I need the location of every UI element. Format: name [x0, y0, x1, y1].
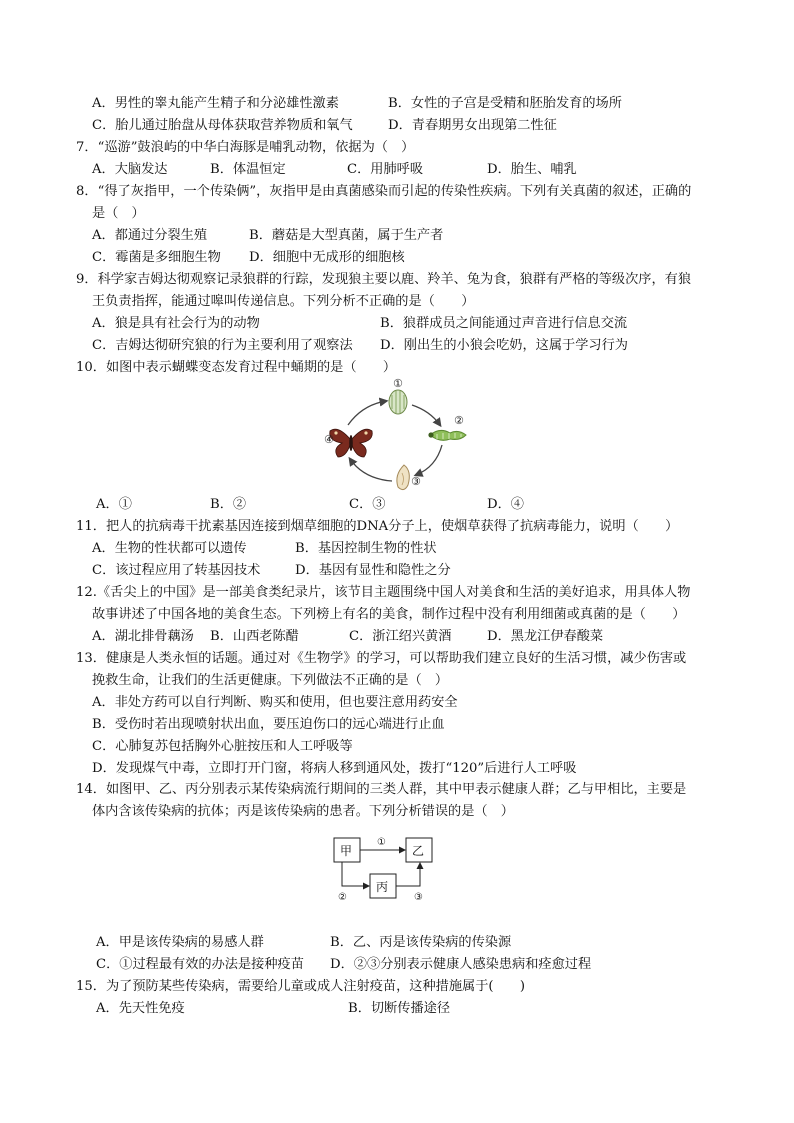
box-bing-label: 丙	[376, 880, 389, 894]
fig-label-2: ②	[454, 414, 464, 427]
q6-option-c: C．胎儿通过胎盘从母体获取营养物质和氧气	[92, 118, 353, 133]
q12-stem-line1: 12.《舌尖上的中国》是一部美食类纪录片，该节目主题围绕中国人对美食和生活的美好追求，用具体人物	[76, 585, 691, 600]
cycle-arrow-1-2	[412, 405, 440, 425]
q9-option-d: D．刚出生的小狼会吃奶，这属于学习行为	[380, 338, 628, 353]
box-yi-label: 乙	[412, 844, 425, 858]
q9-stem-line1: 9．科学家吉姆达彻观察记录狼群的行踪，发现狼主要以鹿、羚羊、兔为食，狼群有严格的等级次序，有狼	[76, 272, 692, 287]
q9-option-b: B．狼群成员之间能通过声音进行信息交流	[380, 316, 628, 331]
q14-option-d: D．②③分别表示健康人感染患病和痊愈过程	[330, 957, 592, 972]
box-jia-label: 甲	[340, 844, 353, 858]
q11-option-c: C．该过程应用了转基因技术	[92, 563, 261, 578]
q14-stem-line2: 体内含该传染病的抗体；丙是该传染病的患者。下列分析错误的是（ ）	[92, 804, 514, 819]
arrow-3-label: ③	[414, 892, 423, 903]
q8-option-a: A．都通过分裂生殖	[92, 228, 208, 243]
q7-stem: 7．“巡游”鼓浪屿的中华白海豚是哺乳动物，依据为（ ）	[76, 140, 415, 155]
q7-option-a: A．大脑发达	[92, 162, 168, 177]
q11-option-b: B．基因控制生物的性状	[295, 541, 437, 556]
q8-stem-line2: 是（ ）	[92, 206, 145, 221]
q11-option-a: A．生物的性状都可以遗传	[92, 541, 247, 556]
q13-option-d: D．发现煤气中毒，立即打开门窗，将病人移到通风处，拨打“120”后进行人工呼吸	[92, 761, 577, 776]
q6-option-b: B．女性的子宫是受精和胚胎发育的场所	[388, 96, 622, 111]
q14-option-c: C．①过程最有效的办法是接种疫苗	[96, 957, 304, 972]
q14-stem-line1: 14．如图甲、乙、丙分别表示某传染病流行期间的三类人群，其中甲表示健康人群；乙与甲相比，主要是	[76, 782, 687, 797]
q7-option-c: C．用肺呼吸	[347, 162, 424, 177]
cycle-arrow-2-3	[416, 445, 442, 475]
butterfly-icon	[330, 429, 373, 457]
arrow-2	[342, 862, 369, 886]
chrysalis-icon	[397, 465, 409, 490]
q15-option-a: A．先天性免疫	[96, 1001, 185, 1016]
fig-label-3: ③	[411, 475, 421, 488]
q10-stem: 10．如图中表示蝴蝶变态发育过程中蛹期的是（ ）	[76, 360, 397, 375]
q11-option-d: D．基因有显性和隐性之分	[295, 563, 451, 578]
cycle-arrow-4-1	[348, 401, 386, 425]
q12-option-a: A．湖北排骨藕汤	[92, 629, 194, 644]
q13-option-c: C．心肺复苏包括胸外心脏按压和人工呼吸等	[92, 739, 353, 754]
population-flow-diagram	[328, 830, 444, 912]
q15-option-b: B．切断传播途径	[348, 1001, 451, 1016]
q11-stem: 11．把人的抗病毒干扰素基因连接到烟草细胞的DNA分子上，使烟草获得了抗病毒能力，说明（ ）	[76, 519, 679, 534]
q10-option-b: B．②	[210, 497, 247, 512]
cycle-arrow-3-4	[350, 459, 392, 481]
q12-option-b: B．山西老陈醋	[210, 629, 299, 644]
fig-label-4: ④	[324, 433, 334, 446]
arrow-3	[396, 863, 420, 886]
fig-label-1: ①	[393, 377, 403, 390]
q10-option-a: A．①	[96, 497, 132, 512]
q14-option-a: A．甲是该传染病的易感人群	[96, 935, 264, 950]
q8-option-d: D．细胞中无成形的细胞核	[249, 250, 405, 265]
q10-option-c: C．③	[349, 497, 386, 512]
q12-option-c: C．浙江绍兴黄酒	[349, 629, 452, 644]
arrow-2-label: ②	[338, 892, 347, 903]
q9-option-a: A．狼是具有社会行为的动物	[92, 316, 260, 331]
q8-stem-line1: 8．“得了灰指甲，一个传染俩”，灰指甲是由真菌感染而引起的传染性疾病。下列有关真菌的叙述，正确的	[76, 184, 692, 199]
q9-stem-line2: 王负责指挥，能通过嗥叫传递信息。下列分析不正确的是（ ）	[92, 294, 475, 309]
butterfly-life-cycle-figure	[310, 375, 485, 495]
q12-option-d: D．黑龙江伊春酸菜	[487, 629, 604, 644]
q14-option-b: B．乙、丙是该传染病的传染源	[330, 935, 512, 950]
q8-option-c: C．霉菌是多细胞生物	[92, 250, 221, 265]
arrow-1-label: ①	[377, 837, 386, 848]
q13-option-a: A．非处方药可以自行判断、购买和使用，但也要注意用药安全	[92, 695, 458, 710]
caterpillar-icon	[428, 430, 466, 440]
q13-option-b: B．受伤时若出现喷射状出血，要压迫伤口的远心端进行止血	[92, 717, 445, 732]
q15-stem: 15．为了预防某些传染病，需要给儿童或成人注射疫苗，这种措施属于( )	[76, 979, 526, 994]
q9-option-c: C．吉姆达彻研究狼的行为主要利用了观察法	[92, 338, 353, 353]
q6-option-a: A．男性的睾丸能产生精子和分泌雄性激素	[92, 96, 339, 111]
egg-icon	[389, 390, 407, 414]
q6-option-d: D．青春期男女出现第二性征	[388, 118, 557, 133]
q12-stem-line2: 故事讲述了中国各地的美食生态。下列榜上有名的美食，制作过程中没有利用细菌或真菌的是（ ）	[92, 607, 686, 622]
q13-stem-line1: 13．健康是人类永恒的话题。通过对《生物学》的学习，可以帮助我们建立良好的生活习惯，减少伤害或	[76, 651, 687, 666]
q7-option-d: D．胎生、哺乳	[487, 162, 577, 177]
q10-option-d: D．④	[487, 497, 524, 512]
q8-option-b: B．蘑菇是大型真菌，属于生产者	[249, 228, 444, 243]
q13-stem-line2: 挽救生命，让我们的生活更健康。下列做法不正确的是（ ）	[92, 673, 449, 688]
q7-option-b: B．体温恒定	[210, 162, 286, 177]
